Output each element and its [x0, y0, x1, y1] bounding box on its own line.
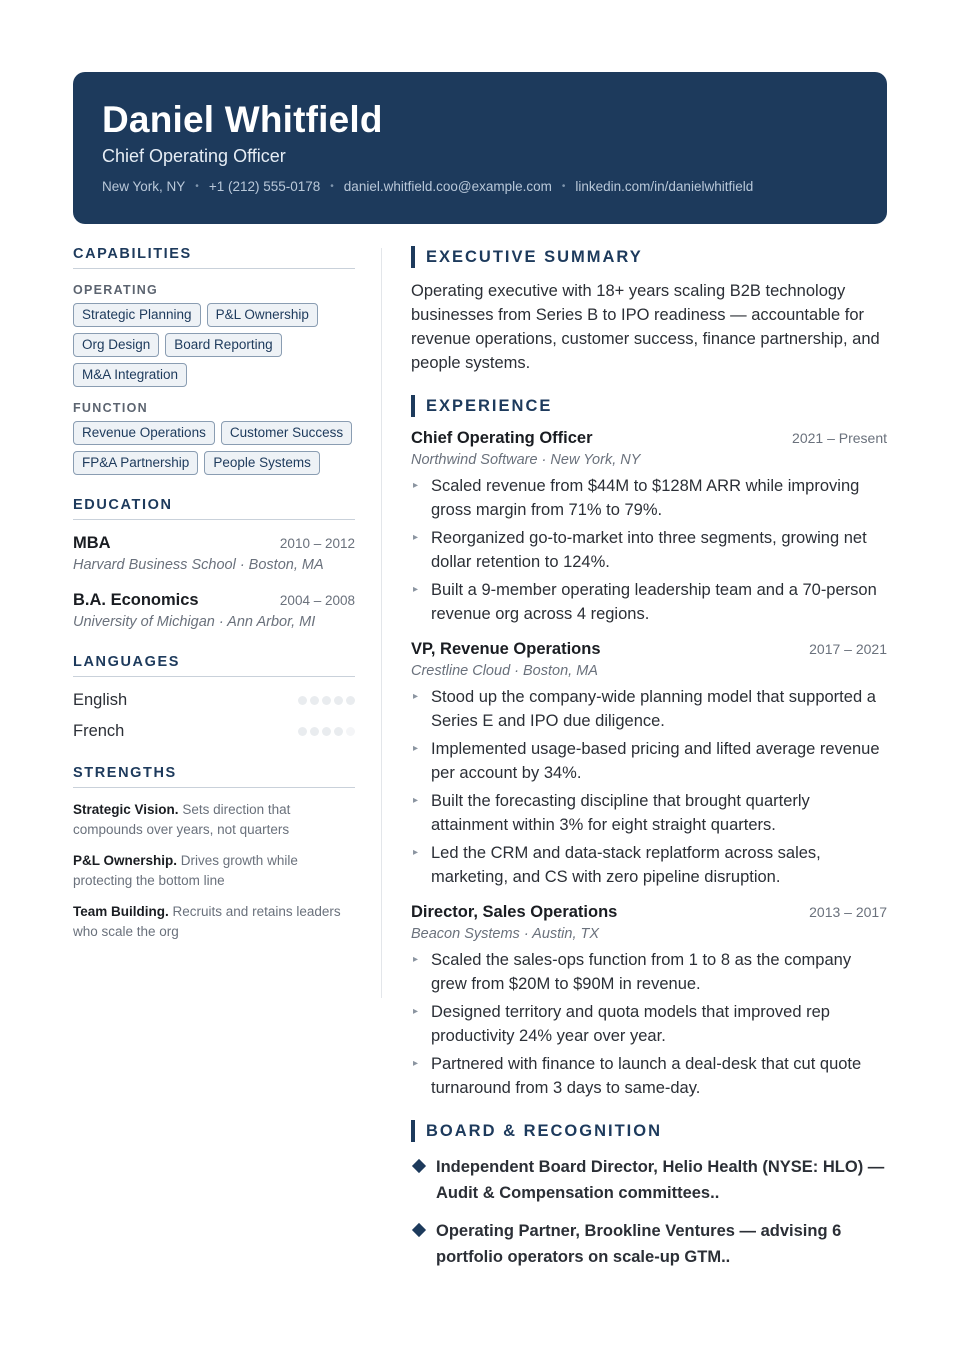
separator-dot: •: [195, 181, 199, 192]
job-company: Northwind Software · New York, NY: [411, 452, 641, 468]
strength-text: Sets direction that compounds over years, not quarters: [73, 802, 291, 837]
strengths-heading: STRENGTHS: [73, 765, 355, 788]
experience-heading: [411, 395, 887, 417]
capabilities-heading: CAPABILITIES: [73, 246, 355, 269]
capability-tag: Customer Success: [221, 421, 352, 445]
separator-dot: •: [561, 181, 566, 192]
board-item-text: Operating Partner, Brookline Ventures — advising 6 portfolio operators on scale-up GTM..: [436, 1222, 842, 1266]
degree: B.A. Economics: [73, 591, 199, 609]
board-item-text: Independent Board Director, Helio Health (NYSE: HLO) — Audit & Compensation committees..: [436, 1158, 885, 1202]
language-name: English: [73, 691, 128, 709]
education-dates: 2004 – 2008: [279, 593, 355, 608]
strength-label: Team Building.: [73, 904, 169, 919]
contact-line: [102, 179, 858, 194]
job-bullets: [411, 948, 887, 1100]
education-heading: EDUCATION: [73, 497, 355, 520]
job-bullet: ▸ Implemented usage-based pricing and lifted average revenue per account by 34%.: [411, 737, 887, 785]
contact-location: New York, NY: [102, 179, 186, 194]
board-item: [411, 1218, 887, 1270]
summary-heading-text: EXECUTIVE SUMMARY: [426, 247, 643, 266]
strength-item: [73, 800, 355, 839]
strength-text: Drives growth while protecting the bottom line: [73, 853, 298, 888]
proficiency-dot: [322, 696, 331, 705]
proficiency-dot: [334, 727, 343, 736]
job-title: Director, Sales Operations: [411, 903, 618, 921]
board-item: [411, 1154, 887, 1206]
strength-label: Strategic Vision.: [73, 802, 179, 817]
diamond-bullet-icon: [412, 1159, 426, 1173]
job-bullet: ▸ Stood up the company-wide planning model that supported a Series E and IPO due diligence.: [411, 685, 887, 733]
job-dates: 2021 – Present: [792, 430, 887, 446]
education-item: [73, 591, 355, 630]
job-bullet: ▸ Built the forecasting discipline that brought quarterly attainment within 3% for eight straight quarters.: [411, 789, 887, 837]
education-item: [73, 534, 355, 573]
proficiency-dot: [298, 727, 307, 736]
proficiency-dot: [310, 696, 319, 705]
capability-group-label: FUNCTION: [73, 401, 148, 415]
summary-text: Operating executive with 18+ years scaling B2B technology businesses from Series B to IPO readiness — accountable for revenue operations, customer success, finance partnership, and people systems.: [411, 282, 880, 372]
job-bullet: ▸ Built a 9-member operating leadership team and a 70-person revenue org across 4 regions.: [411, 578, 887, 626]
job-bullets: [411, 474, 887, 626]
school: Harvard Business School · Boston, MA: [73, 557, 324, 573]
job-entry: [411, 903, 887, 1100]
proficiency-dot: [346, 696, 355, 705]
candidate-name: Daniel Whitfield: [102, 99, 383, 140]
job-dates: 2013 – 2017: [809, 904, 887, 920]
capability-tag: Revenue Operations: [73, 421, 215, 445]
strength-text: Recruits and retains leaders who scale the org: [73, 904, 341, 939]
candidate-role: Chief Operating Officer: [102, 146, 286, 166]
school: University of Michigan · Ann Arbor, MI: [73, 614, 316, 630]
proficiency-dot: [298, 696, 307, 705]
contact-phone[interactable]: +1 (212) 555-0178: [208, 179, 321, 194]
job-bullet: ▸ Scaled revenue from $44M to $128M ARR while improving gross margin from 71% to 79%.: [411, 474, 887, 522]
job-bullet: ▸ Designed territory and quota models that improved rep productivity 24% year over year.: [411, 1000, 887, 1048]
capability-group-label: OPERATING: [73, 283, 159, 297]
left-column: [73, 246, 355, 941]
language-name: French: [73, 722, 125, 740]
job-entry: [411, 640, 887, 889]
proficiency-dot: [346, 727, 355, 736]
languages-heading: LANGUAGES: [73, 654, 355, 677]
capability-tag: P&L Ownership: [207, 303, 318, 327]
proficiency-dot: [334, 696, 343, 705]
capability-tag: M&A Integration: [73, 363, 187, 387]
job-bullet: ▸ Reorganized go-to-market into three segments, growing net dollar retention to 124%.: [411, 526, 887, 574]
proficiency-dot: [322, 727, 331, 736]
separator-dot: •: [330, 181, 334, 192]
heading-accent-bar: [411, 1120, 415, 1142]
job-company: Beacon Systems · Austin, TX: [411, 926, 600, 942]
strength-item: [73, 902, 355, 941]
language-item: [73, 722, 355, 741]
job-bullet: ▸ Led the CRM and data-stack replatform across sales, marketing, and CS with zero pipeline disruption.: [411, 841, 887, 889]
column-divider: [381, 248, 382, 998]
job-company: Crestline Cloud · Boston, MA: [411, 663, 598, 679]
job-title: VP, Revenue Operations: [411, 640, 601, 658]
job-bullet: ▸ Scaled the sales-ops function from 1 to 8 as the company grew from $20M to $90M in revenue.: [411, 948, 887, 996]
heading-accent-bar: [411, 246, 415, 268]
capability-tag: Org Design: [73, 333, 159, 357]
proficiency-dots: [298, 696, 355, 705]
contact-linkedin[interactable]: linkedin.com/in/danielwhitfield: [575, 179, 754, 194]
capability-tag: People Systems: [204, 451, 320, 475]
proficiency-dots: [298, 727, 355, 736]
summary-heading: [411, 246, 887, 268]
education-dates: 2010 – 2012: [279, 536, 355, 551]
capability-tags-function: [73, 421, 355, 475]
job-title: Chief Operating Officer: [411, 429, 593, 447]
capability-tag: Board Reporting: [165, 333, 281, 357]
board-heading: [411, 1120, 887, 1142]
degree: MBA: [73, 534, 111, 552]
strength-item: [73, 851, 355, 890]
contact-email[interactable]: daniel.whitfield.coo@example.com: [343, 179, 552, 194]
job-bullet: ▸ Partnered with finance to launch a deal-desk that cut quote turnaround from 3 days to same-day.: [411, 1052, 887, 1100]
heading-accent-bar: [411, 395, 415, 417]
capability-tags-operating: [73, 303, 355, 387]
job-bullets: [411, 685, 887, 889]
job-entry: [411, 429, 887, 626]
right-column: [411, 246, 887, 1270]
diamond-bullet-icon: [412, 1223, 426, 1237]
language-item: [73, 691, 355, 710]
job-dates: 2017 – 2021: [809, 641, 887, 657]
proficiency-dot: [310, 727, 319, 736]
strength-label: P&L Ownership.: [73, 853, 178, 868]
resume-header: [73, 72, 887, 224]
experience-heading-text: EXPERIENCE: [426, 396, 553, 415]
board-heading-text: BOARD & RECOGNITION: [426, 1121, 662, 1140]
capability-tag: FP&A Partnership: [73, 451, 198, 475]
capability-tag: Strategic Planning: [73, 303, 201, 327]
